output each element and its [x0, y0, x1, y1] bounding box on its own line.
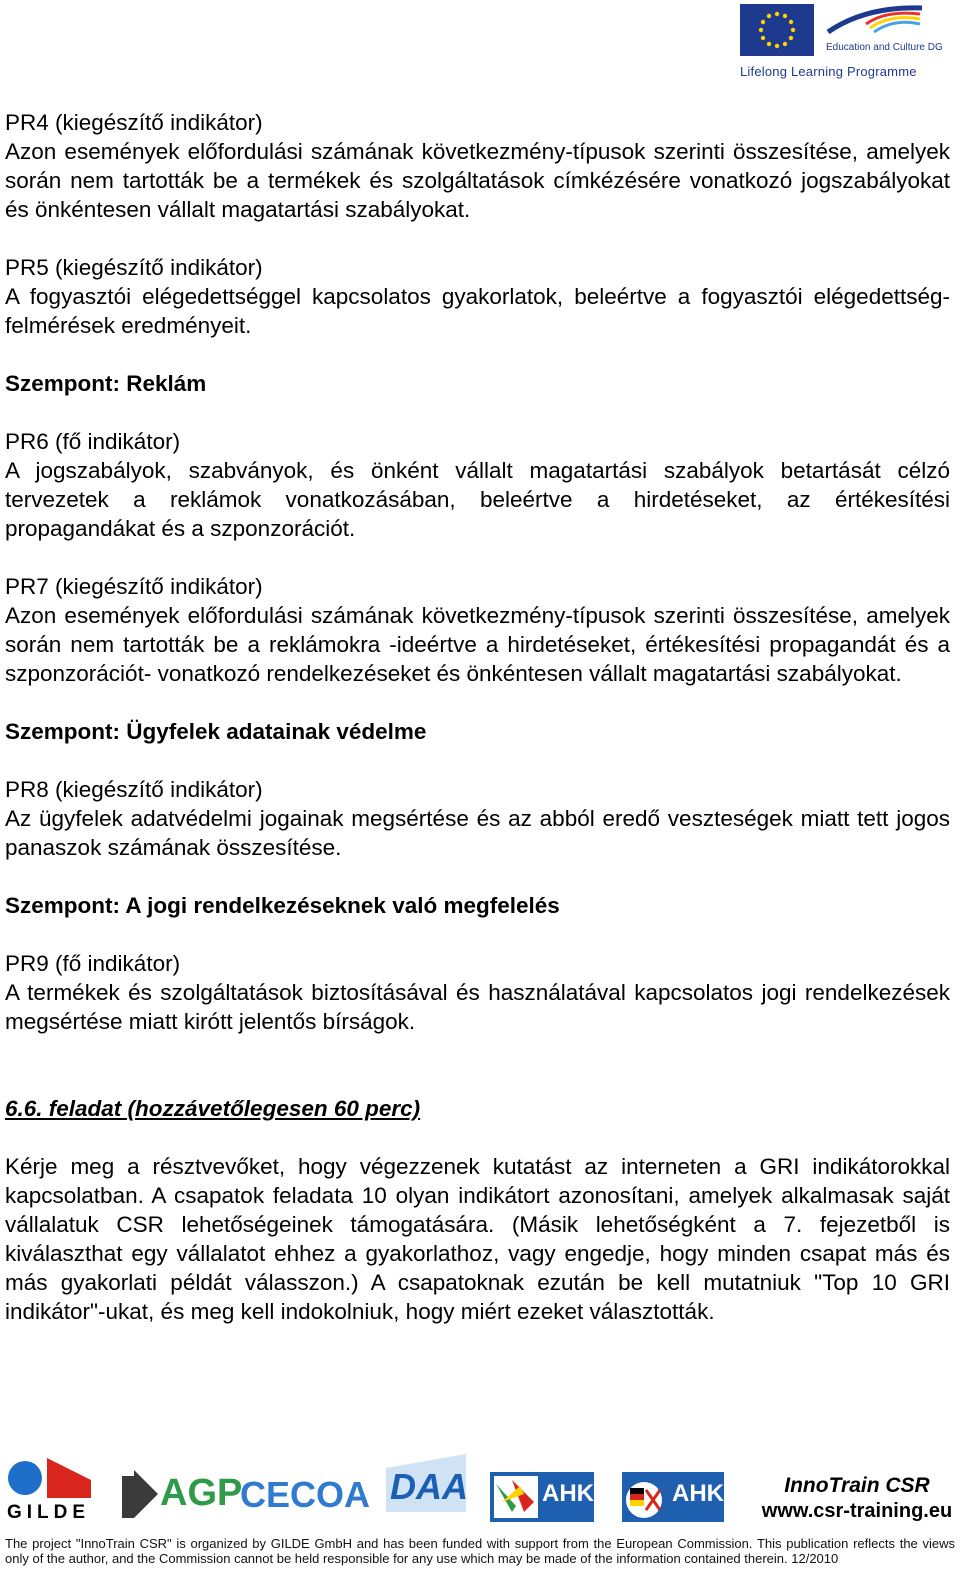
task-heading: 6.6. feladat (hozzávetőlegesen 60 perc): [5, 1096, 421, 1121]
ahk-logo-2-text: AHK: [672, 1480, 724, 1507]
paragraph-gap: [5, 1036, 950, 1065]
paragraph-gap: [5, 746, 950, 775]
paragraph-text: Azon események előfordulási számának következmény-típusok szerinti összesítése, amelyek során nem tartották be a termékek és szolgáltatások címkézésére vonatkozó jogszabályokat és önkéntesen vállalt magatartási szabályokat.: [5, 139, 950, 222]
ahk-logo-2: [622, 1472, 724, 1527]
gilde-logo: [5, 1454, 97, 1529]
funding-disclaimer: The project "InnoTrain CSR" is organized by GILDE GmbH and has been funded with support from the European Commission. This publication reflects the views only of the author, and the Commission cannot be held responsible for any use which may be made of the information contained therein. 12/2010: [5, 1536, 955, 1566]
lifelong-learning-logo: [740, 2, 956, 82]
agp-logo-text: AGP: [160, 1472, 243, 1514]
paragraph-gap: [5, 543, 950, 572]
paragraph-text: A fogyasztói elégedettséggel kapcsolatos gyakorlatok, beleértve a fogyasztói elégedettség-felmérések eredményeit.: [5, 284, 950, 338]
daa-logo: [386, 1454, 466, 1517]
paragraph-gap: [5, 398, 950, 427]
paragraph-text: A jogszabályok, szabványok, és önként vállalt magatartási szabályok betartását célzó tervezetek a reklámok vonatkozásában, beleértve a hirdetéseket, az értékesítési propagandákat és a szponzorációt.: [5, 458, 950, 541]
ahk-logo-1: [490, 1472, 594, 1527]
agp-logo: [120, 1468, 243, 1525]
paragraph-gap: [5, 224, 950, 253]
section-heading: Szempont: A jogi rendelkezéseknek való megfelelés: [5, 893, 560, 918]
paragraph-gap: [5, 920, 950, 949]
indicator-title: Kérje meg a résztvevőket, hogy végezzenek kutatást az interneten a GRI indikátorokkal kapcsolatban. A csapatok feladata 10 olyan indikátort azonosítani, amelyek alkalmasak saját vállalatuk CSR lehetőségeinek támogatására. (Másik lehetőségként a 7. fejezetből is kiválaszthat egy vállalatot ehhez a gyakorlathoz, vagy engedje, hogy minden csapat más és más gyakorlati példát válasszon.) A csapatoknak ezután be kell mutatniuk "Top 10 GRI indikátor"-ukat, és meg kell indokolniuk, hogy miért ezeket választották.: [5, 1154, 950, 1324]
indicator-title: PR7 (kiegészítő indikátor): [5, 574, 263, 599]
cecoa-logo: [240, 1474, 370, 1516]
swoosh-icon: [826, 2, 926, 40]
indicator-title: PR4 (kiegészítő indikátor): [5, 110, 263, 135]
paragraph-gap: [5, 688, 950, 717]
ahk-logo-1-text: AHK: [542, 1480, 594, 1507]
paragraph-text: Azon események előfordulási számának következmény-típusok szerinti összesítése, amelyek során nem tartották be a reklámokra -ideértve a hirdetéseket, értékesítési propagandát és a szponzorációt- vonatkozó rendelkezéseket és önkéntesen vállalt magatartási szabályokat.: [5, 603, 950, 686]
section-heading: Szempont: Reklám: [5, 371, 207, 396]
paragraph-gap: [5, 1065, 950, 1094]
paragraph-gap: [5, 1123, 950, 1152]
indicator-title: PR9 (fő indikátor): [5, 951, 181, 976]
indicator-title: PR8 (kiegészítő indikátor): [5, 777, 263, 802]
brand-title: InnoTrain CSR: [784, 1474, 930, 1497]
daa-logo-text: DAA: [390, 1466, 468, 1507]
paragraph-gap: [5, 340, 950, 369]
section-heading: Szempont: Ügyfelek adatainak védelme: [5, 719, 427, 744]
gilde-logo-text: GILDE: [7, 1502, 91, 1523]
indicator-title: PR6 (fő indikátor): [5, 429, 181, 454]
brand-url[interactable]: www.csr-training.eu: [761, 1500, 953, 1522]
innotrain-brand: [757, 1474, 957, 1523]
programme-label: Lifelong Learning Programme: [740, 64, 917, 79]
eu-flag-icon: [740, 4, 814, 56]
cecoa-logo-text: CECOA: [240, 1474, 371, 1515]
paragraph-gap: [5, 862, 950, 891]
paragraph-text: A termékek és szolgáltatások biztosításával és használatával kapcsolatos jogi rendelkezések megsértése miatt kirótt jelentős bírságok.: [5, 980, 950, 1034]
document-body: [5, 108, 950, 1326]
indicator-title: PR5 (kiegészítő indikátor): [5, 255, 263, 280]
paragraph-text: Az ügyfelek adatvédelmi jogainak megsértése és az abból eredő veszteségek miatt tett jogos panaszok számának összesítése.: [5, 806, 950, 860]
dg-label: Education and Culture DG: [826, 42, 943, 53]
